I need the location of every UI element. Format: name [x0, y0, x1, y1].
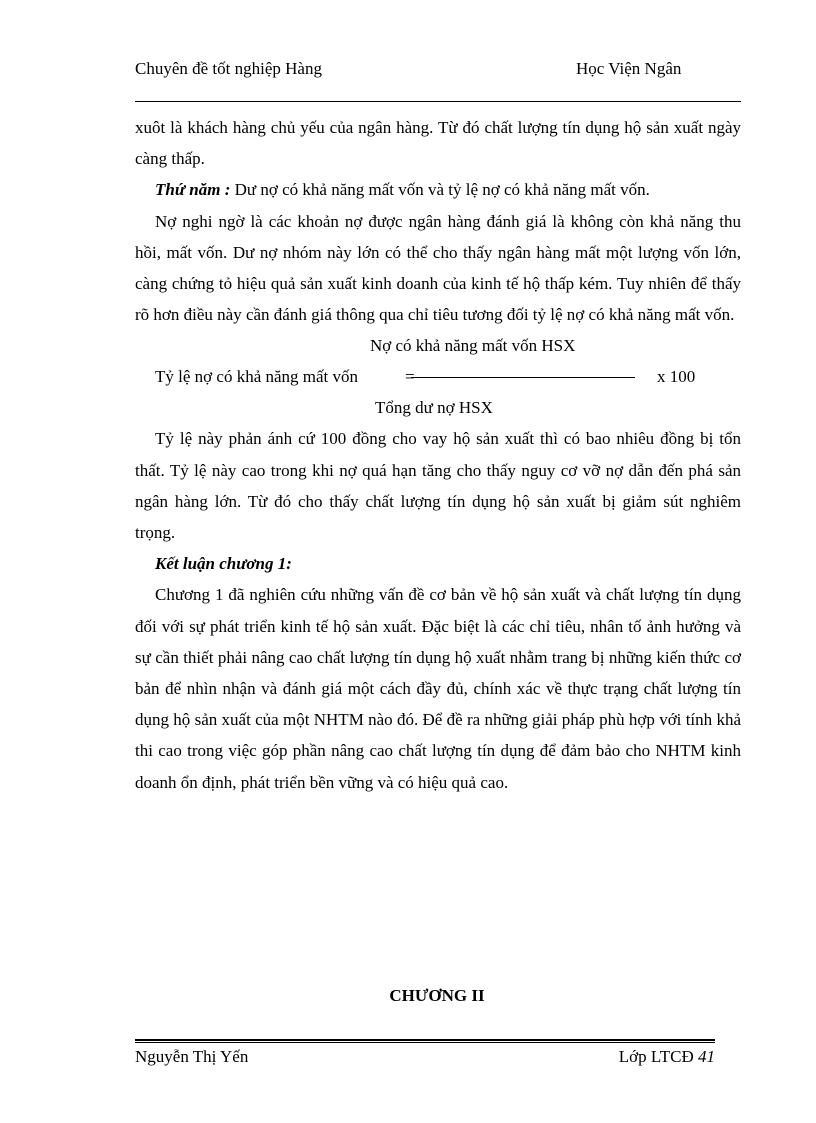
paragraph-ratio-meaning: Tỷ lệ này phản ánh cứ 100 đồng cho vay hộ sản xuất thì có bao nhiêu đồng bị tổn thất. Tỷ lệ này cao trong khi nợ quá hạn tăng cho thấy nguy cơ vỡ nợ dẫn đến phá sản ngân hàng lớn. Từ đó cho thấy chất lượng tín dụng hộ sản xuất bị giảm sút nghiêm trọng. [135, 429, 741, 543]
page-body [135, 112, 741, 798]
formula-numerator: Nợ có khả năng mất vốn HSX [370, 336, 576, 356]
footer-class-number: 41 [698, 1047, 715, 1066]
fifth-criterion-text: Dư nợ có khả năng mất vốn và tỷ lệ nợ có khả năng mất vốn. [230, 180, 650, 200]
loss-ratio-formula [135, 330, 741, 423]
formula-equals-sign: = [405, 367, 415, 387]
header-divider [135, 101, 741, 102]
footer-divider-thick [135, 1039, 715, 1041]
fifth-criterion-label: Thứ năm : [155, 180, 231, 200]
footer-class [619, 1046, 715, 1068]
paragraph-fifth-criterion [135, 174, 741, 205]
formula-denominator: Tổng dư nợ HSX [375, 398, 493, 418]
footer-class-prefix: Lớp LTCĐ [618, 1047, 694, 1066]
conclusion-heading: Kết luận chương 1: [155, 554, 292, 574]
formula-fraction-bar [411, 377, 635, 378]
header-document-type: Chuyên đề tốt nghiệp Hàng [135, 59, 322, 78]
footer-divider-thin [135, 1042, 715, 1043]
formula-label: Tỷ lệ nợ có khả năng mất vốn [155, 367, 359, 387]
chapter-title [135, 985, 741, 1007]
header-institution: Học Viện Ngân [576, 59, 682, 78]
chapter-title-text: CHƯƠNG II [389, 986, 485, 1005]
paragraph-continuation: xuôt là khách hàng chủ yếu của ngân hàng. Từ đó chất lượng tín dụng hộ sản xuất ngày càng thấp. [135, 118, 741, 169]
formula-multiplier: x 100 [657, 367, 696, 387]
footer-author: Nguyễn Thị Yến [135, 1047, 249, 1066]
paragraph-doubtful-debt: Nợ nghi ngờ là các khoản nợ được ngân hàng đánh giá là không còn khả năng thu hồi, mất vốn. Dư nợ nhóm này lớn có thể cho thấy ngân hàng mất một lượng vốn lớn, càng chứng tỏ hiệu quả sản xuất kinh doanh của kinh tế hộ thấp kém. Tuy nhiên để thấy rõ hơn điều này cần đánh giá thông qua chỉ tiêu tương đối tỷ lệ nợ có khả năng mất vốn. [135, 211, 741, 325]
paragraph-conclusion: Chương 1 đã nghiên cứu những vấn đề cơ bản về hộ sản xuất và chất lượng tín dụng đối với sự phát triển kinh tế hộ sản xuất. Đặc biệt là các chỉ tiêu, nhân tố ảnh hưởng và sự cần thiết phải nâng cao chất lượng tín dụng hộ xuất nhằm trang bị những kiến thức cơ bản để nhìn nhận và đánh giá một cách đầy đủ, chính xác về thực trạng chất lượng tín dụng hộ sản xuất của một NHTM nào đó. Để đề ra những giải pháp phù hợp với tính khả thi cao trong việc góp phần nâng cao chất lượng tín dụng để đảm bảo cho NHTM kinh doanh ổn định, phát triển bền vững và có hiệu quả cao. [135, 585, 741, 792]
